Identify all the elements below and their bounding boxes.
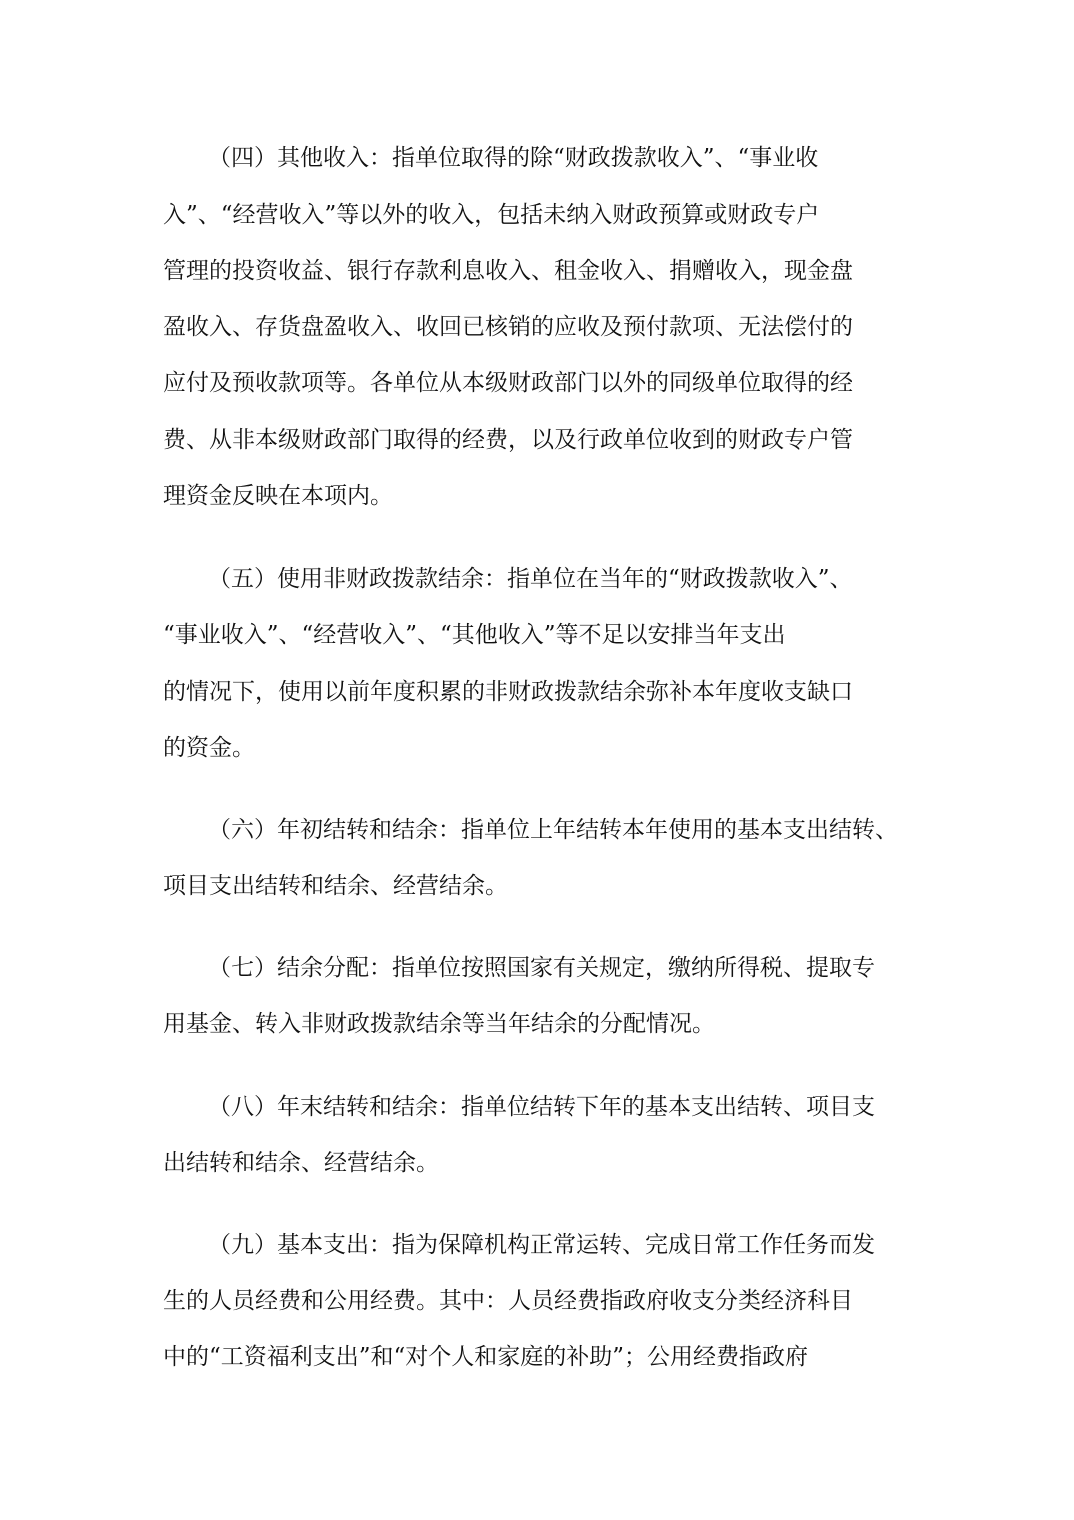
text-line: 管理的投资收益、银行存款利息收入、租金收入、捐赠收入，现金盘 [163, 258, 853, 284]
text-line: （四）其他收入：指单位取得的除“财政拨款收入”、“事业收 [208, 145, 819, 171]
text-line: 中的“工资福利支出”和“对个人和家庭的补助”；公用经费指政府 [163, 1344, 809, 1370]
text-line: （五）使用非财政拨款结余：指单位在当年的“财政拨款收入”、 [208, 566, 853, 592]
text-line: “事业收入”、“经营收入”、“其他收入”等不足以安排当年支出 [163, 622, 786, 648]
text-line: （六）年初结转和结余：指单位上年结转本年使用的基本支出结转、 [208, 817, 898, 843]
text-line: 应付及预收款项等。各单位从本级财政部门以外的同级单位取得的经 [163, 370, 853, 396]
text-line: 费、从非本级财政部门取得的经费，以及行政单位收到的财政专户管 [163, 427, 853, 453]
text-line: 出结转和结余、经营结余。 [163, 1150, 439, 1176]
text-line: 理资金反映在本项内。 [163, 483, 393, 509]
text-line: （七）结余分配：指单位按照国家有关规定，缴纳所得税、提取专 [208, 955, 875, 981]
text-line: 生的人员经费和公用经费。其中：人员经费指政府收支分类经济科目 [163, 1288, 853, 1314]
text-line: （八）年末结转和结余：指单位结转下年的基本支出结转、项目支 [208, 1094, 875, 1120]
text-line: 项目支出结转和结余、经营结余。 [163, 873, 508, 899]
text-line: 用基金、转入非财政拨款结余等当年结余的分配情况。 [163, 1011, 715, 1037]
text-line: 的情况下，使用以前年度积累的非财政拨款结余弥补本年度收支缺口 [163, 679, 853, 705]
text-line: 的资金。 [163, 735, 255, 761]
text-line: 盈收入、存货盘盈收入、收回已核销的应收及预付款项、无法偿付的 [163, 314, 853, 340]
text-line: 入”、“经营收入”等以外的收入，包括未纳入财政预算或财政专户 [163, 202, 820, 228]
text-line: （九）基本支出：指为保障机构正常运转、完成日常工作任务而发 [208, 1232, 875, 1258]
